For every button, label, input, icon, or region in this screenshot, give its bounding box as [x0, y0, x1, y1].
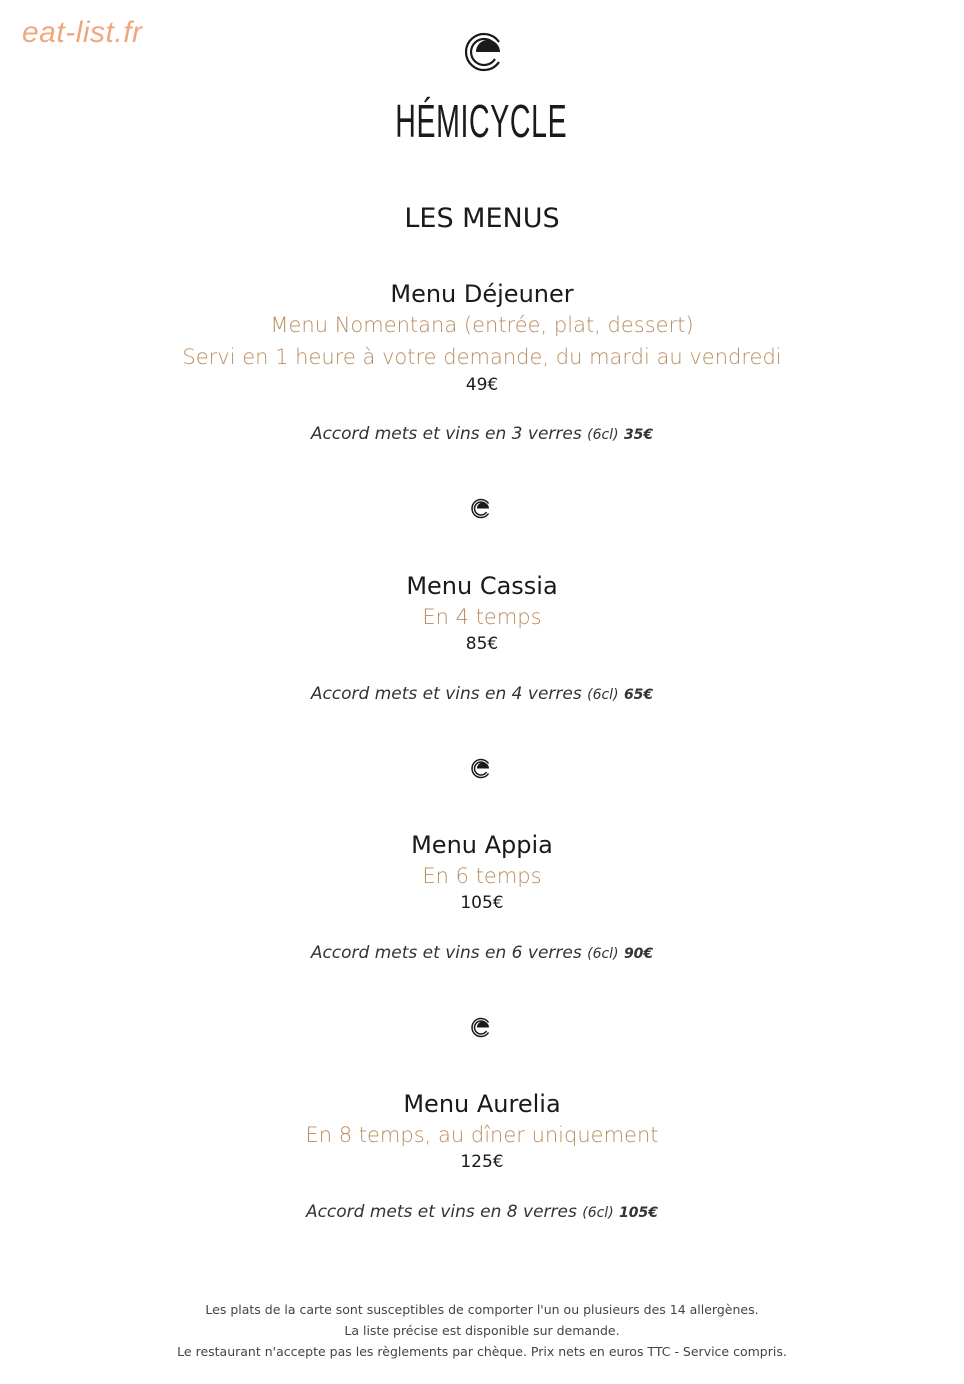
hemicycle-logo-icon [465, 752, 495, 782]
wine-pairing [0, 1202, 964, 1222]
hemicycle-logo-icon [452, 20, 512, 78]
pairing-text: Accord mets et vins en 4 verres [310, 684, 582, 704]
menu-name-dejeuner: Menu Déjeuner [390, 280, 574, 308]
pairing-unit: (6cl) [587, 427, 619, 443]
pairing-price: 105€ [619, 1205, 659, 1221]
wine-pairing [0, 684, 964, 704]
footer-line: Le restaurant n'accepte pas les règlements par chèque. Prix nets en euros TTC - Service compris. [177, 1344, 787, 1359]
footer-line: Les plats de la carte sont susceptibles de comporter l'un ou plusieurs des 14 allergènes. [205, 1302, 759, 1317]
hemicycle-logo-icon [465, 1011, 495, 1041]
menu-desc-line: Menu Nomentana (entrée, plat, dessert) [270, 313, 694, 337]
menu-price: 85€ [465, 634, 499, 654]
menu-price: 125€ [460, 1152, 504, 1172]
pairing-unit: (6cl) [582, 1205, 614, 1221]
pairing-unit: (6cl) [587, 687, 619, 703]
hemicycle-logo-icon [465, 492, 495, 522]
wine-pairing [0, 943, 964, 963]
page-title: LES MENUS [404, 203, 560, 234]
menu-desc-line: En 8 temps, au dîner uniquement [305, 1123, 659, 1147]
brand-name: HÉMICYCLE [395, 95, 568, 147]
menu-desc-line: En 6 temps [422, 864, 542, 888]
pairing-text: Accord mets et vins en 6 verres [310, 943, 582, 963]
menu-price: 105€ [460, 893, 504, 913]
menu-name-appia: Menu Appia [411, 831, 553, 859]
watermark-text: eat-list.fr [22, 16, 143, 49]
pairing-price: 35€ [623, 427, 654, 443]
menu-price: 49€ [465, 375, 499, 395]
menu-desc-line: En 4 temps [422, 605, 542, 629]
pairing-unit: (6cl) [587, 946, 619, 962]
pairing-price: 90€ [623, 946, 654, 962]
pairing-text: Accord mets et vins en 8 verres [305, 1202, 577, 1222]
menu-name-aurelia: Menu Aurelia [403, 1090, 561, 1118]
menu-desc-line: Servi en 1 heure à votre demande, du mardi au vendredi [182, 345, 782, 369]
footer-line: La liste précise est disponible sur demande. [344, 1323, 620, 1338]
pairing-price: 65€ [623, 687, 654, 703]
wine-pairing [0, 424, 964, 444]
menu-name-cassia: Menu Cassia [406, 572, 558, 600]
pairing-text: Accord mets et vins en 3 verres [310, 424, 582, 444]
footer-notes [0, 1299, 964, 1362]
